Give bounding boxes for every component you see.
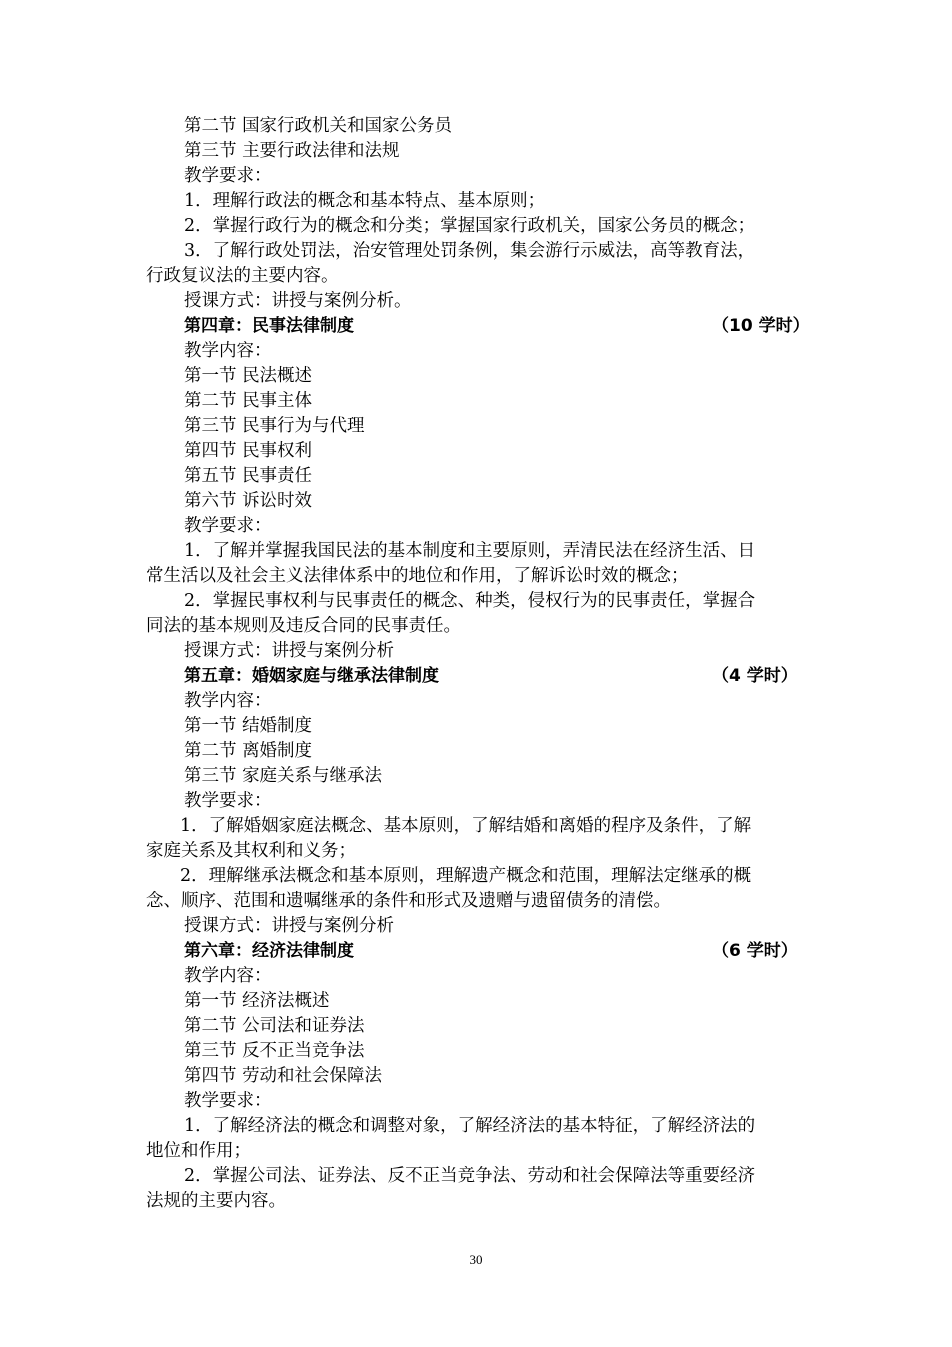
section-line: 第三节 家庭关系与继承法 [184,766,383,786]
text-line: 授课方式：讲授与案例分析。 [184,291,412,311]
text-line: 1．了解经济法的概念和调整对象，了解经济法的基本特征，了解经济法的 [184,1116,756,1136]
text-line: 同法的基本规则及违反合同的民事责任。 [146,616,461,636]
text-line: 教学内容： [184,691,272,711]
text-line: 教学要求： [184,166,272,186]
text-line: 授课方式：讲授与案例分析 [184,916,394,936]
section-line: 第二节 离婚制度 [184,741,313,761]
text-line: 2．理解继承法概念和基本原则，理解遗产概念和范围，理解法定继承的概 [180,866,752,886]
text-line: 第三节 主要行政法律和法规 [184,141,400,161]
text-line: 2．掌握公司法、证券法、反不正当竞争法、劳动和社会保障法等重要经济 [184,1166,756,1186]
text-line: 行政复议法的主要内容。 [146,266,339,286]
text-line: 教学内容： [184,966,272,986]
section-line: 第三节 民事行为与代理 [184,416,365,436]
chapter-title: 第六章：经济法律制度 [184,941,354,961]
chapter-hours: （6 学时） [712,941,798,961]
text-line: 念、顺序、范围和遗嘱继承的条件和形式及遗赠与遗留债务的清偿。 [146,891,671,911]
section-line: 第五节 民事责任 [184,466,313,486]
chapter-title: 第四章：民事法律制度 [184,316,354,336]
text-line: 法规的主要内容。 [146,1191,286,1211]
chapter-heading [146,664,810,689]
section-line: 第四节 劳动和社会保障法 [184,1066,383,1086]
text-line: 3．了解行政处罚法，治安管理处罚条例，集会游行示威法，高等教育法， [184,241,756,261]
text-line: 2．掌握行政行为的概念和分类；掌握国家行政机关，国家公务员的概念； [184,216,756,236]
page-body [146,114,810,1214]
text-line: 教学内容： [184,341,272,361]
section-line: 第一节 民法概述 [184,366,313,386]
text-line: 第二节 国家行政机关和国家公务员 [184,116,453,136]
text-line: 教学要求： [184,791,272,811]
section-line: 第一节 经济法概述 [184,991,330,1011]
chapter-hours: （10 学时） [712,316,810,336]
chapter-heading [146,314,810,339]
page-number: 30 [469,1252,483,1267]
text-line: 教学要求： [184,516,272,536]
section-line: 第二节 民事主体 [184,391,313,411]
text-line: 常生活以及社会主义法律体系中的地位和作用，了解诉讼时效的概念； [146,566,689,586]
section-line: 第三节 反不正当竞争法 [184,1041,365,1061]
text-line: 家庭关系及其权利和义务； [146,841,356,861]
chapter-hours: （4 学时） [712,666,798,686]
text-line: 授课方式：讲授与案例分析 [184,641,394,661]
section-line: 第二节 公司法和证券法 [184,1016,365,1036]
chapter-heading [146,939,810,964]
chapter-title: 第五章：婚姻家庭与继承法律制度 [184,666,439,686]
text-line: 1．了解婚姻家庭法概念、基本原则，了解结婚和离婚的程序及条件，了解 [180,816,752,836]
text-line: 教学要求： [184,1091,272,1111]
text-line: 2．掌握民事权利与民事责任的概念、种类，侵权行为的民事责任，掌握合 [184,591,756,611]
text-line: 1．理解行政法的概念和基本特点、基本原则； [184,191,546,211]
section-line: 第一节 结婚制度 [184,716,313,736]
section-line: 第四节 民事权利 [184,441,313,461]
text-line: 1．了解并掌握我国民法的基本制度和主要原则，弄清民法在经济生活、日 [184,541,756,561]
text-line: 地位和作用； [146,1141,251,1161]
section-line: 第六节 诉讼时效 [184,491,313,511]
